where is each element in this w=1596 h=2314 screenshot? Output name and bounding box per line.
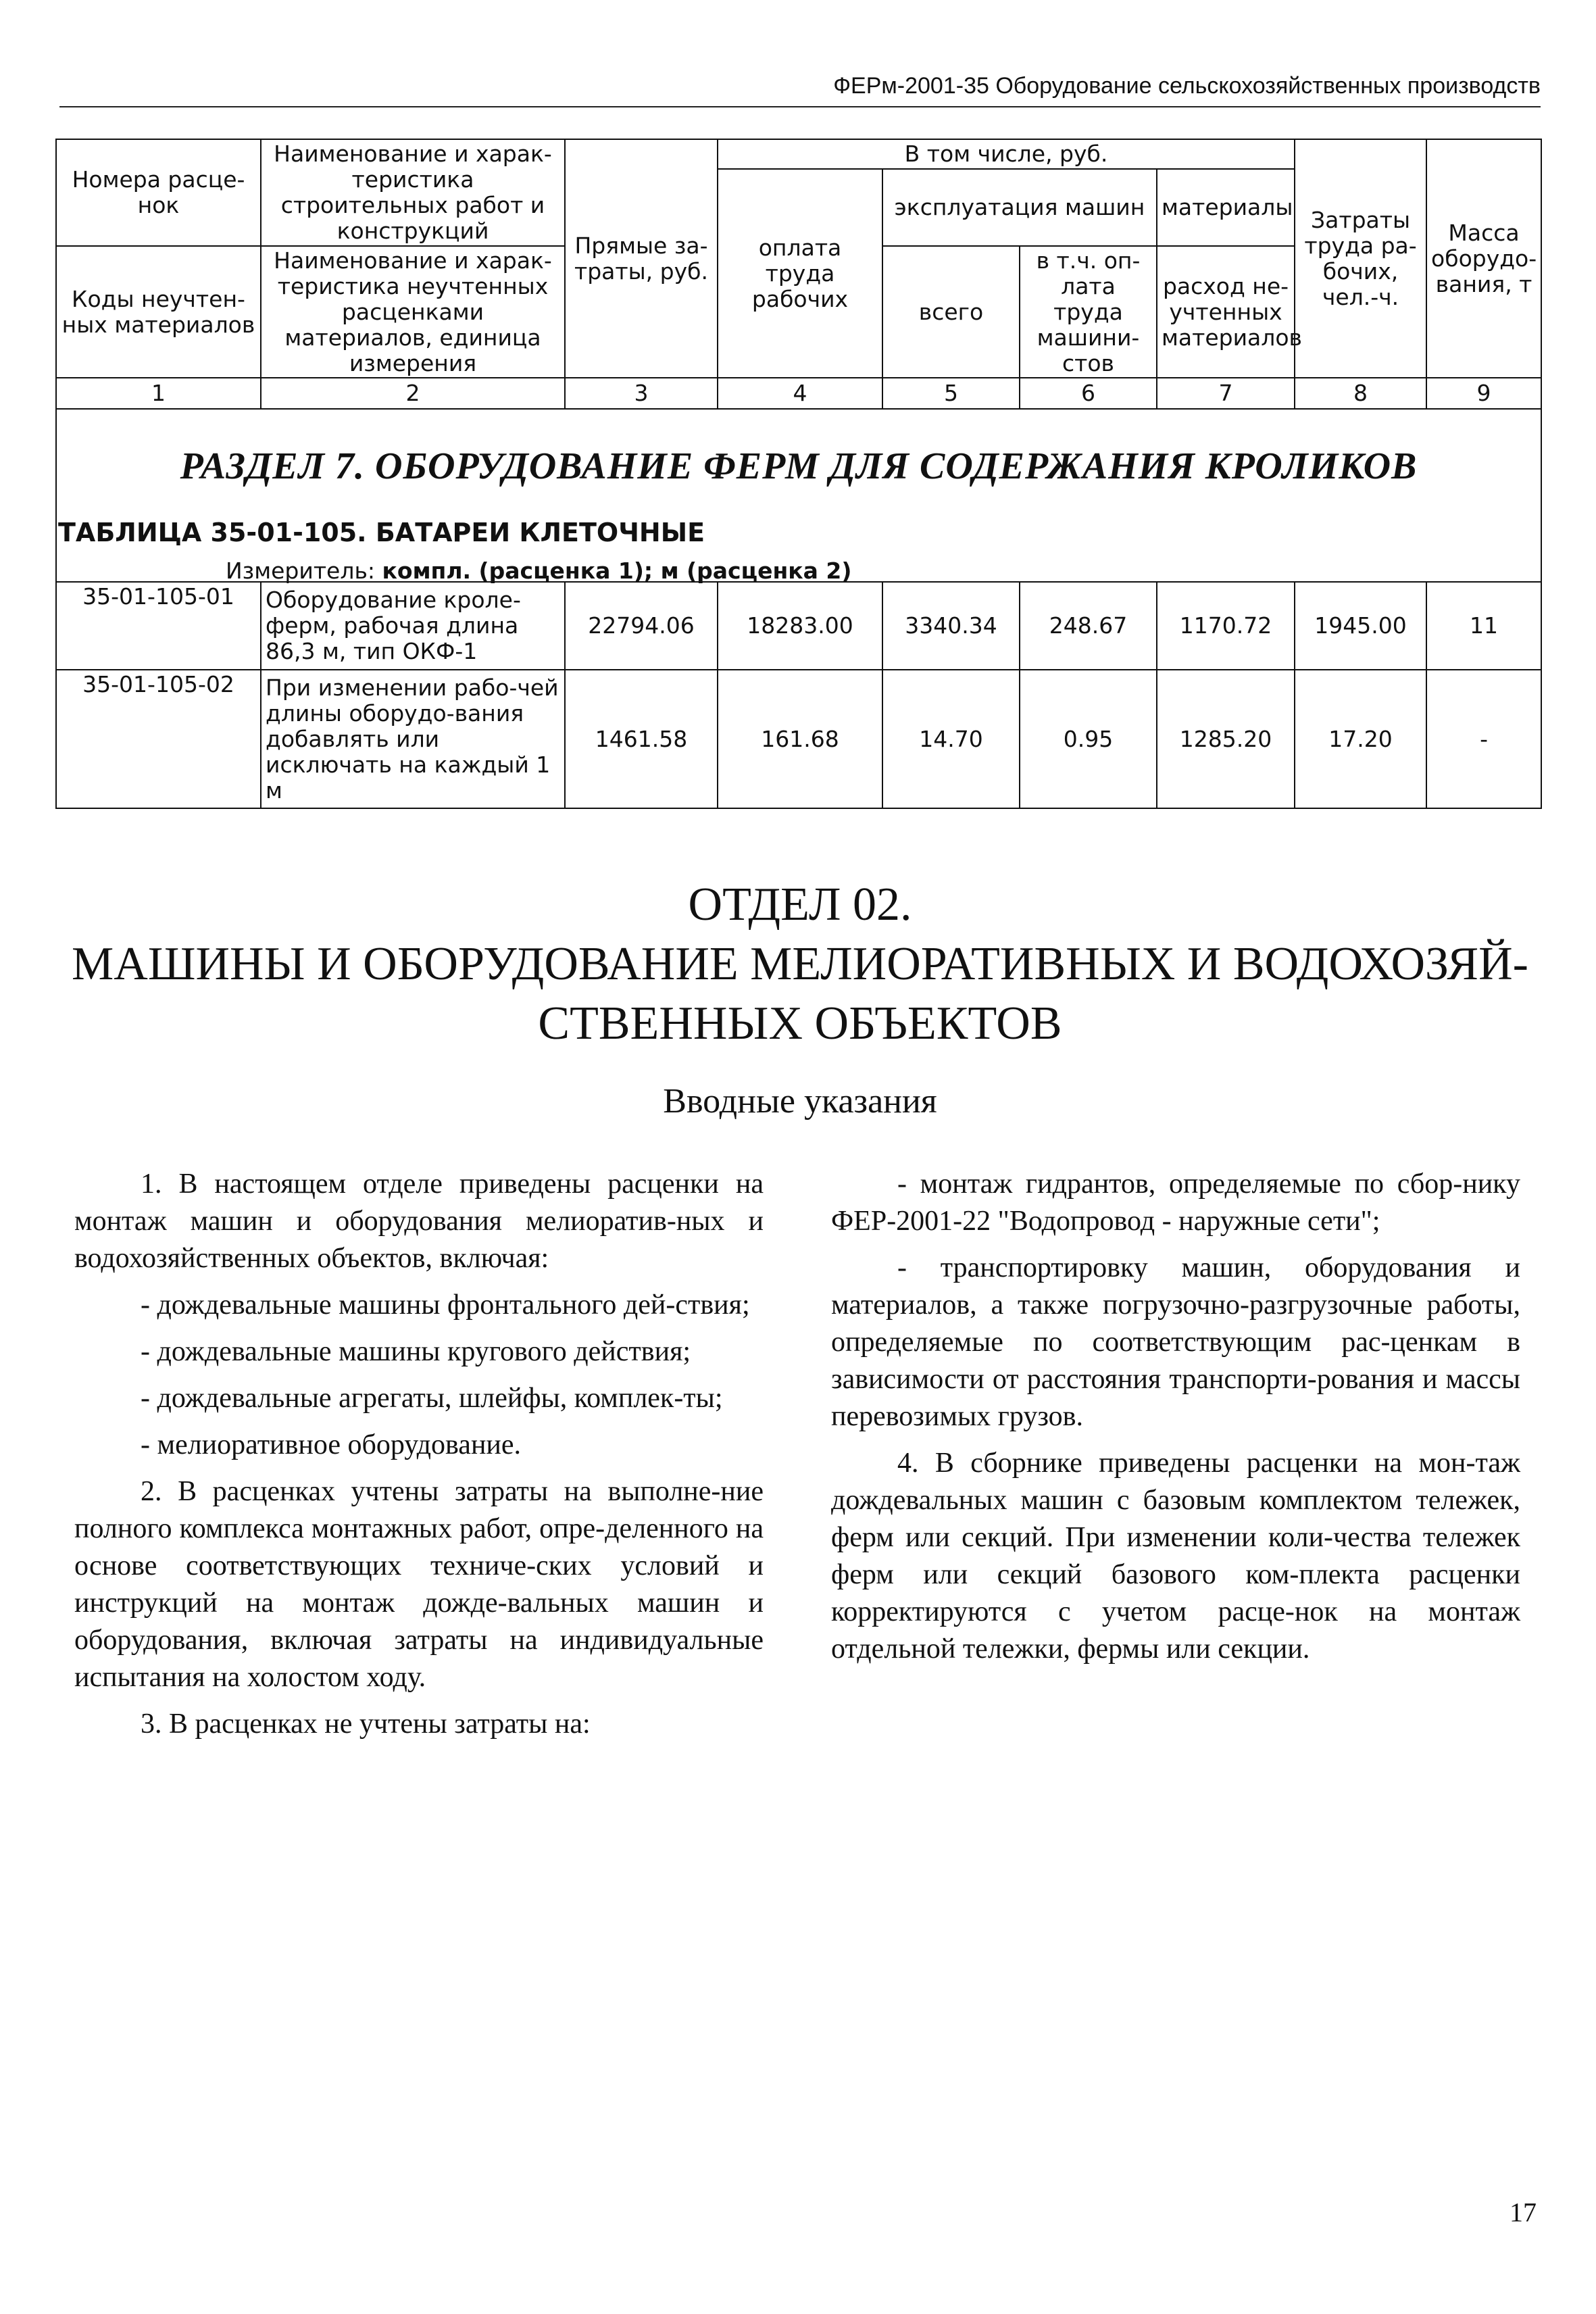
department-title: МАШИНЫ И ОБОРУДОВАНИЕ МЕЛИОРАТИВНЫХ И ВОДОХОЗЯЙ- xyxy=(72,938,1528,990)
col-number: 1 xyxy=(56,378,261,409)
rate-direct: 22794.06 xyxy=(565,582,718,670)
header-total: всего xyxy=(882,246,1020,378)
paragraph: 2. В расценках учтены затраты на выполне-ние полного комплекса монтажных работ, опре-деленного на основе соответствующих техниче-ских условий и инструкций на монтаж дожде-вальных машин и оборудования, включая затраты на индивидуальные испытания на холостом ходу. xyxy=(74,1476,764,1693)
paragraph: - транспортировку машин, оборудования и материалов, а также погрузочно-разгрузочные работы, определяемые по соответствующим рас-ценкам в зависимости от расстояния транспорти-рования и массы перевозимых грузов. xyxy=(831,1252,1520,1432)
header-rate-numbers: Номера расце-нок xyxy=(56,139,261,246)
section-title: РАЗДЕЛ 7. ОБОРУДОВАНИЕ ФЕРМ ДЛЯ СОДЕРЖАНИЯ КРОЛИКОВ xyxy=(180,445,1418,488)
paragraph: - дождевальные машины кругового действия; xyxy=(141,1336,691,1367)
rate-labor: 1945.00 xyxy=(1295,582,1426,670)
rate-pay: 161.68 xyxy=(718,670,882,808)
rates-table xyxy=(55,139,1542,809)
paragraph: 1. В настоящем отделе приведены расценки на монтаж машин и оборудования мелиоратив-ных и водохозяйственных объектов, включая: xyxy=(74,1168,764,1274)
header-worker-pay: оплата труда рабочих xyxy=(718,169,882,378)
paragraph: - дождевальные машины фронтального дей-ствия; xyxy=(141,1289,750,1321)
rate-direct: 1461.58 xyxy=(565,670,718,808)
col-number: 7 xyxy=(1157,378,1295,409)
rate-machinist: 248.67 xyxy=(1020,582,1157,670)
department-number: ОТДЕЛ 02. xyxy=(688,879,912,931)
rate-code: 35-01-105-01 xyxy=(56,582,261,670)
paragraph: 3. В расценках не учтены затраты на: xyxy=(141,1708,591,1740)
column-numbers-row xyxy=(56,378,1541,409)
col-number: 8 xyxy=(1295,378,1426,409)
table-row xyxy=(56,582,1541,670)
rate-pay: 18283.00 xyxy=(718,582,882,670)
intro-heading: Вводные указания xyxy=(663,1082,937,1121)
col-number: 2 xyxy=(261,378,565,409)
left-column xyxy=(74,1166,764,1752)
page-number: 17 xyxy=(1510,2197,1537,2227)
rate-machinist: 0.95 xyxy=(1020,670,1157,808)
section-cell xyxy=(56,409,1541,585)
header-machinist-pay: в т.ч. оп-лата труда машини-стов xyxy=(1020,246,1157,378)
col-number: 5 xyxy=(882,378,1020,409)
header-labor-costs: Затраты труда ра-бочих, чел.-ч. xyxy=(1295,139,1426,378)
paragraph: - дождевальные агрегаты, шлейфы, комплек-ты; xyxy=(141,1383,723,1414)
paragraph: - монтаж гидрантов, определяемые по сбор-нику ФЕР-2001-22 "Водопровод - наружные сети"; xyxy=(831,1168,1520,1237)
col-number: 6 xyxy=(1020,378,1157,409)
running-header: ФЕРм-2001-35 Оборудование сельскохозяйственных производств xyxy=(59,73,1541,107)
col-number: 9 xyxy=(1426,378,1541,409)
rate-mass: - xyxy=(1426,670,1541,808)
department-heading xyxy=(59,875,1541,1054)
meter-label: Измеритель: xyxy=(226,558,376,585)
rate-machines: 14.70 xyxy=(882,670,1020,808)
header-material-name: Наименование и харак-теристика неучтенных расценками материалов, единица измерения xyxy=(261,246,565,378)
table-title: ТАБЛИЦА 35-01-105. БАТАРЕИ КЛЕТОЧНЫЕ xyxy=(58,517,705,547)
header-including: В том числе, руб. xyxy=(718,139,1295,169)
rate-materials: 1170.72 xyxy=(1157,582,1295,670)
header-material-codes: Коды неучтен-ных материалов xyxy=(56,246,261,378)
rate-mass: 11 xyxy=(1426,582,1541,670)
table-row xyxy=(56,670,1541,808)
col-number: 4 xyxy=(718,378,882,409)
rate-code: 35-01-105-02 xyxy=(56,670,261,808)
right-column xyxy=(831,1166,1520,1677)
header-unaccounted-materials: расход не-учтенных материалов xyxy=(1157,246,1295,378)
rate-materials: 1285.20 xyxy=(1157,670,1295,808)
header-materials: материалы xyxy=(1157,169,1295,246)
header-work-name: Наименование и харак-теристика строительных работ и конструкций xyxy=(261,139,565,246)
header-machine-operation: эксплуатация машин xyxy=(882,169,1157,246)
rate-labor: 17.20 xyxy=(1295,670,1426,808)
rate-name: Оборудование кроле-ферм, рабочая длина 86,3 м, тип ОКФ-1 xyxy=(261,582,565,670)
header-equipment-mass: Масса оборудо-вания, т xyxy=(1426,139,1541,378)
paragraph: 4. В сборнике приведены расценки на мон-таж дождевальных машин с базовым комплектом тележек, ферм или секций. При изменении коли-чества тележек ферм или секций базового ком-плекта расценки корректируются с учетом расце-нок на монтаж отдельной тележки, фермы или секции. xyxy=(831,1448,1520,1665)
meter-line xyxy=(226,558,1534,584)
header-direct-costs: Прямые за-траты, руб. xyxy=(565,139,718,378)
rate-machines: 3340.34 xyxy=(882,582,1020,670)
department-title-cont: СТВЕННЫХ ОБЪЕКТОВ xyxy=(538,998,1062,1050)
meter-value: компл. (расценка 1); м (расценка 2) xyxy=(382,558,852,585)
col-number: 3 xyxy=(565,378,718,409)
rate-name: При изменении рабо-чей длины оборудо-вания добавлять или исключать на каждый 1 м xyxy=(261,670,565,808)
paragraph: - мелиоративное оборудование. xyxy=(141,1429,522,1460)
